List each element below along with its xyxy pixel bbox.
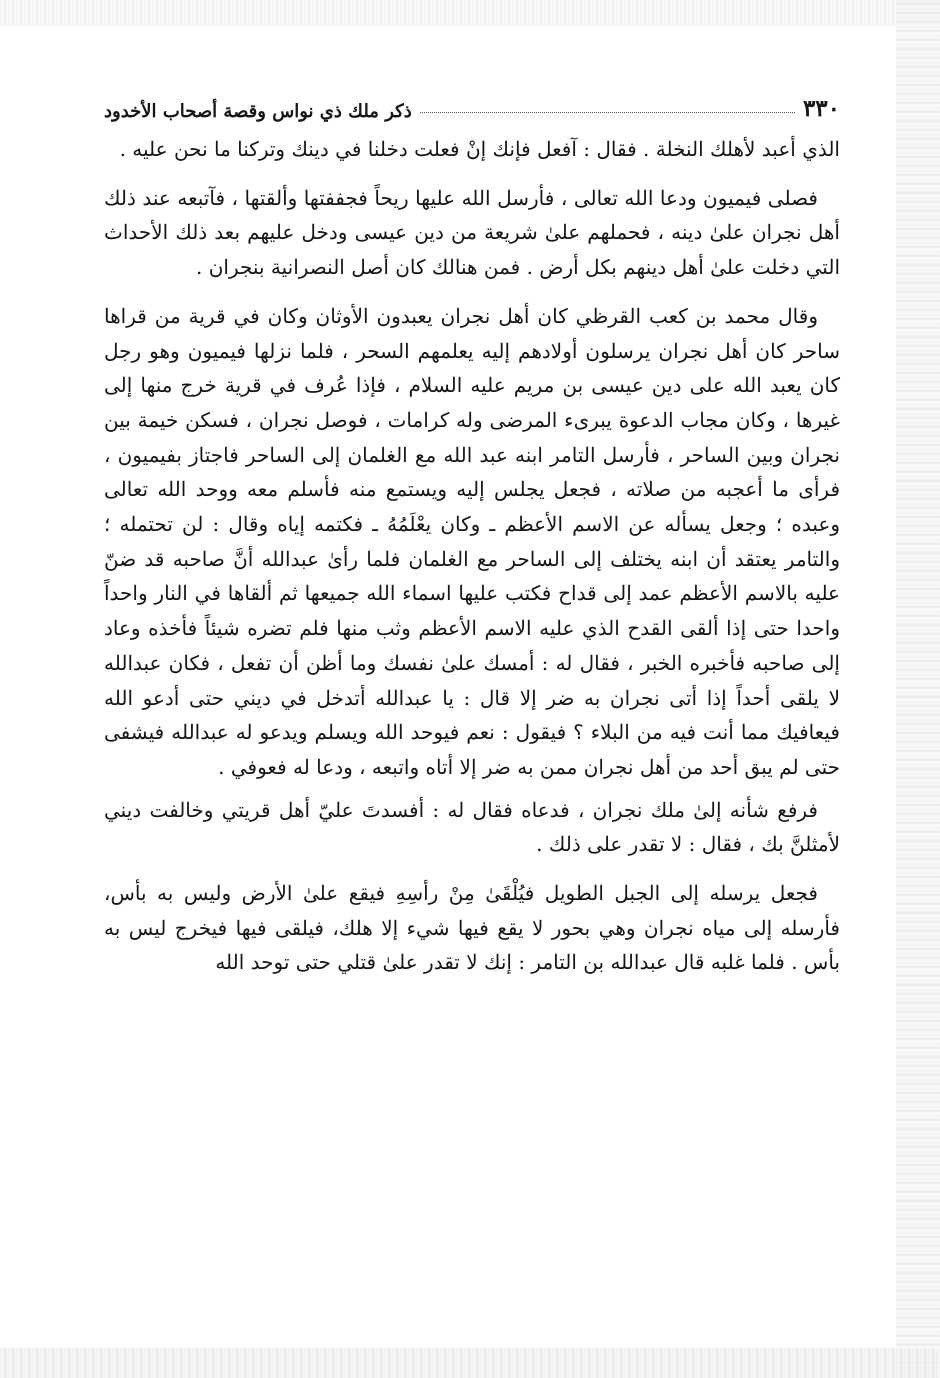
scan-edge-top — [0, 0, 940, 26]
running-header — [104, 82, 840, 122]
chapter-title: ذكر ملك ذي نواس وقصة أصحاب الأخدود — [104, 101, 412, 122]
scan-edge-bottom — [0, 1348, 940, 1378]
paragraph-2: فصلى فيميون ودعا الله تعالى ، فأرسل الله عليها ريحاً فجففتها وألقتها ، فآتبعه عند ذلك أهل نجران علىٰ دينه ، فحملهم علىٰ شريعة من دين عيسى ودخل عليهم بعد ذلك الأحداث التي دخلت علىٰ أهل دينهم بكل أرض . فمن هنالك كان أصل النصرانية بنجران . — [104, 185, 840, 280]
scan-edge-right — [896, 0, 940, 1378]
header-dotted-rule — [420, 112, 795, 113]
book-page — [104, 82, 840, 980]
paragraph-4: فرفع شأنه إلىٰ ملك نجران ، فدعاه فقال له : أفسدتَ عليّ أهل قريتي وخالفت ديني لأمثلنَّ بك ، فقال : لا تقدر على ذلك . — [104, 797, 840, 857]
paragraph-1: الذي أعبد لأهلك النخلة . فقال : آفعل فإنك إنْ فعلت دخلنا في دينك وتركنا ما نحن عليه . — [119, 137, 840, 161]
paragraph-3: وقال محمد بن كعب القرظي كان أهل نجران يعبدون الأوثان وكان في قرية من قراها ساحر كان أهل نجران يرسلون أولادهم إليه يعلمهم السحر ، فلما نزلها فيميون وهو رجل كان يعبد الله على دين عيسى بن مريم عليه السلام ، فإذا عُرف في قرية خرج منها إلى غيرها ، وكان مجاب الدعوة يبرىء المرضى وله كرامات ، فوصل نجران ، فسكن خيمة بين نجران وبين الساحر ، فأرسل التامر ابنه عبد الله مع الغلمان إلى الساحر فاجتاز بفيميون ، فرأى ما أعجبه من صلاته ، فجعل يجلس إليه ويستمع منه فأسلم معه ووحد الله تعالى وعبده ؛ وجعل يسأله عن الاسم الأعظم ـ وكان يعْلَمُهُ ـ فكتمه إياه وقال : لن تحتمله ؛ والتامر يعتقد أن ابنه يختلف إلى الساحر مع الغلمان فلما رأىٰ عبدالله أنَّ صاحبه قد ضنّ عليه بالاسم الأعظم عمد إلى قداح فكتب عليها اسماء الله جميعها ثم ألقاها في النار واحداً واحدا حتى إذا ألقى القدح الذي عليه الاسم الأعظم وثب منها فلم تضره شيئاً فأخذه وعاد إلى صاحبه فأخبره الخبر ، فقال له : أمسك علىٰ نفسك وما أظن أن تفعل ، فكان عبدالله لا يلقى أحداً إذا أتى نجران به ضر إلا قال : يا عبدالله أتدخل في ديني حتى أدعو الله فيعافيك مما أنت فيه من البلاء ؟ فيقول : نعم فيوحد الله ويسلم ويدعو له عبدالله فيشفى حتى لم يبق أحد من أهل نجران ممن به ضر إلا أتاه واتبعه ، ودعا له فعوفي . — [104, 303, 840, 779]
page-number: ٣٣٠ — [802, 95, 840, 122]
paragraph-5: فجعل يرسله إلى الجبل الطويل فيُلْقَىٰ مِنْ رأسِهِ فيقع علىٰ الأرض وليس به بأس، فأرسله إلى مياه نجران وهي بحور لا يقع فيها شيء إلا هلك، فيلقى فيها فيخرج ليس به بأس . فلما غلبه قال عبدالله بن التامر : إنك لا تقدر علىٰ قتلي حتى توحد الله — [104, 881, 840, 975]
body-text — [104, 132, 840, 980]
